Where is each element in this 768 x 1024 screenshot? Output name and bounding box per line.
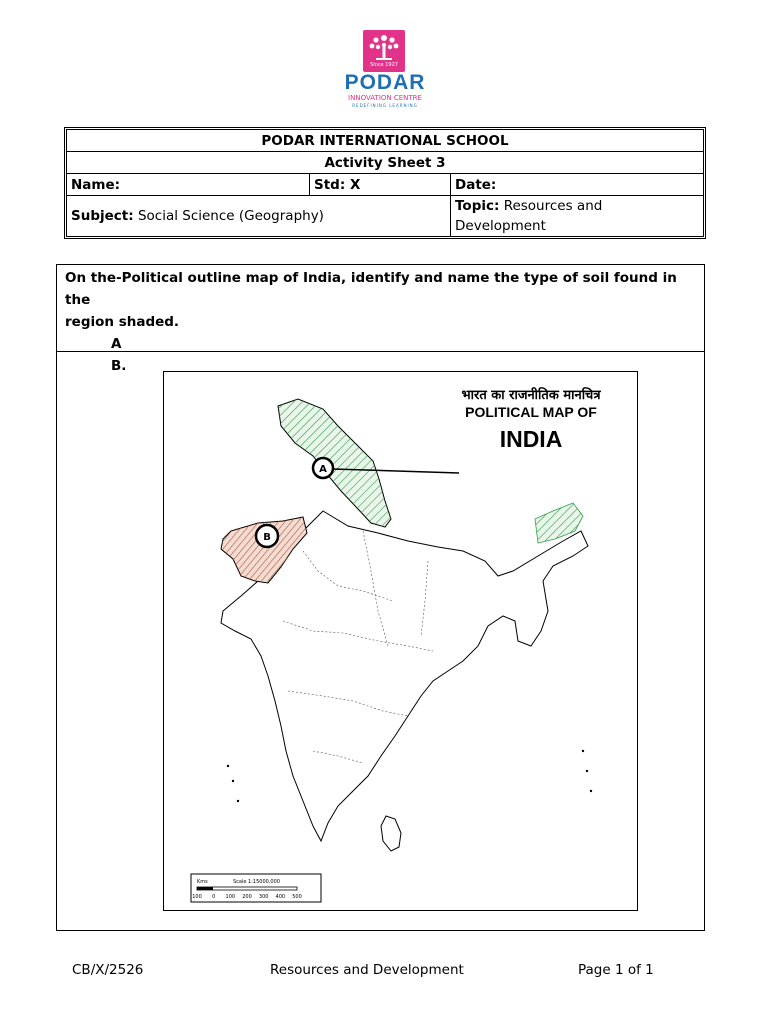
topic-value-line1: Resources and	[503, 198, 603, 214]
footer-title: Resources and Development	[270, 962, 464, 978]
map-title: POLITICAL MAP OF	[465, 404, 597, 420]
island-dot	[237, 800, 239, 802]
sheet-title-row	[67, 152, 703, 174]
island-dot	[227, 765, 229, 767]
sheet-title: Activity Sheet 3	[324, 154, 446, 171]
scale-unit: Kms	[197, 879, 208, 885]
subject-label: Subject:	[71, 208, 134, 224]
map-scale-bar	[191, 874, 321, 902]
scale-tick-label: 100	[225, 894, 236, 900]
subject-field	[67, 196, 451, 236]
school-name: PODAR INTERNATIONAL SCHOOL	[261, 132, 509, 149]
question-line-2: region shaded.	[65, 314, 180, 330]
map-subtitle: INDIA	[499, 426, 563, 452]
scale-tick-label: 400	[275, 894, 286, 900]
school-logo	[330, 28, 440, 112]
question-box	[56, 264, 705, 931]
scale-tick-label: 200	[242, 894, 252, 900]
island-dot	[590, 790, 592, 792]
logo-name: PODAR	[344, 71, 426, 94]
scale-tick-label: 500	[292, 894, 302, 900]
topic-field	[451, 196, 703, 236]
header-table	[64, 127, 706, 239]
island-dot	[232, 780, 234, 782]
scale-tick-label: 300	[258, 894, 269, 900]
subject-topic-row	[67, 196, 703, 236]
scale-tick-label: 0	[212, 894, 216, 900]
school-name-row	[67, 130, 703, 152]
std-field: Std: X	[310, 174, 451, 195]
footer-code: CB/X/2526	[72, 962, 144, 978]
marker-a-label: A	[319, 464, 327, 475]
name-std-date-row	[67, 174, 703, 196]
topic-label: Topic:	[455, 198, 500, 214]
question-line-1: On the-Political outline map of India, identify and name the type of soil found in the	[65, 270, 677, 308]
marker-b-label: B	[263, 532, 271, 543]
option-b: B.	[111, 358, 127, 374]
question-text-area	[57, 265, 704, 374]
island-dot	[586, 770, 588, 772]
page-footer	[0, 962, 768, 982]
name-field: Name:	[67, 174, 310, 195]
logo-since: Since 1927	[370, 62, 398, 68]
date-field: Date:	[455, 176, 497, 193]
island-dot	[582, 750, 584, 752]
std-value: X	[349, 176, 361, 193]
subject-value: Social Science (Geography)	[137, 208, 324, 224]
scale-tick-label: 100	[192, 894, 202, 900]
map-hindi-title: भारत का राजनीतिक मानचित्र	[461, 388, 601, 403]
map-frame	[163, 371, 638, 911]
logo-tagline: REDEFINING LEARNING	[352, 103, 418, 108]
option-a: A	[111, 336, 122, 352]
topic-value-line2: Development	[455, 218, 546, 234]
footer-page: Page 1 of 1	[578, 962, 654, 978]
logo-subtitle: INNOVATION CENTRE	[348, 94, 422, 102]
scale-label: Scale 1:15000,000	[233, 879, 280, 885]
india-political-map	[163, 371, 638, 911]
